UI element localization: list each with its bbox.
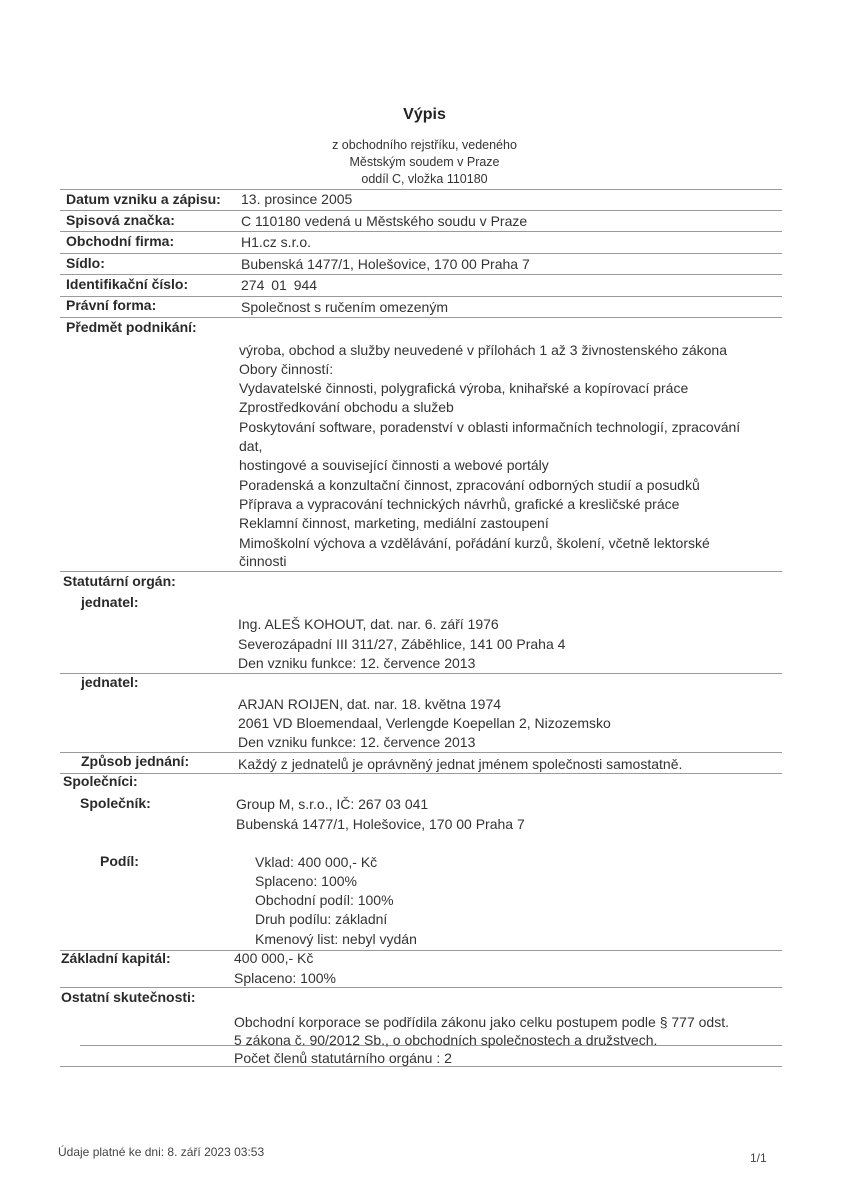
capital-label: Základní kapitál:	[61, 950, 171, 966]
other-facts-line: Počet členů statutárního orgánu : 2	[234, 1050, 452, 1066]
validity-date: Údaje platné ke dni: 8. září 2023 03:53	[58, 1145, 265, 1159]
share-line: Kmenový list: nebyl vydán	[255, 931, 417, 947]
page-title: Výpis	[403, 106, 446, 123]
business-scope-line: Zprostředkování obchodu a služeb	[239, 399, 454, 415]
director-2-line: Den vzniku funkce: 12. července 2013	[238, 734, 476, 750]
share-line: Obchodní podíl: 100%	[255, 892, 394, 908]
header-line-registry: z obchodního rejstříku, vedeného	[332, 138, 517, 152]
acting-manner-value: Každý z jednatelů je oprávněný jednat jménem společnosti samostatně.	[238, 756, 683, 772]
divider	[60, 296, 782, 297]
other-facts-line: Obchodní korporace se podřídila zákonu jako celku postupem podle § 777 odst.	[234, 1014, 729, 1030]
divider	[60, 773, 782, 774]
divider	[60, 274, 782, 275]
business-scope-line: výroba, obchod a služby neuvedené v přílohách 1 až 3 živnostenského zákona	[239, 342, 727, 358]
partner-label: Společník:	[80, 795, 151, 811]
business-scope-line: Obory činností:	[239, 361, 334, 377]
business-scope-line: dat,	[239, 438, 263, 454]
file-number-label: Spisová značka:	[66, 212, 175, 228]
header-line-court: Městským soudem v Praze	[349, 155, 500, 169]
acting-manner-label: Způsob jednání:	[81, 753, 190, 769]
founding-date-label: Datum vzniku a zápisu:	[66, 191, 221, 207]
partner-line: Group M, s.r.o., IČ: 267 03 041	[236, 796, 429, 812]
other-facts-label: Ostatní skutečnosti:	[61, 989, 196, 1005]
business-scope-line: Poskytování software, poradenství v oblasti informačních technologií, zpracování	[239, 419, 741, 435]
seat-value: Bubenská 1477/1, Holešovice, 170 00 Praha 7	[241, 256, 530, 272]
header-line-section: oddíl C, vložka 110180	[361, 172, 488, 186]
id-number-value: 274 01 944	[241, 277, 318, 293]
business-scope-line: Mimoškolní výchova a vzdělávání, pořádání kurzů, školení, včetně lektorské	[239, 535, 710, 551]
divider	[60, 317, 782, 318]
divider	[60, 987, 782, 988]
legal-form-label: Právní forma:	[66, 297, 157, 313]
company-name-label: Obchodní firma:	[66, 233, 175, 249]
capital-line: 400 000,- Kč	[234, 950, 314, 966]
company-name-value: H1.cz s.r.o.	[241, 234, 312, 250]
seat-label: Sídlo:	[66, 255, 105, 271]
divider	[60, 673, 782, 674]
page-number: 1/1	[750, 1151, 767, 1165]
partner-line: Bubenská 1477/1, Holešovice, 170 00 Praha 7	[236, 816, 525, 832]
business-scope-line: hostingové a související činnosti a webové portály	[239, 457, 549, 473]
director-1-line: Severozápadní III 311/27, Záběhlice, 141 00 Praha 4	[238, 636, 566, 652]
id-number-label: Identifikační číslo:	[66, 276, 189, 292]
founding-date-value: 13. prosince 2005	[241, 191, 353, 207]
divider	[60, 253, 782, 254]
director-2-line: ARJAN ROIJEN, dat. nar. 18. května 1974	[238, 696, 502, 712]
share-label: Podíl:	[100, 853, 139, 869]
divider	[60, 571, 782, 572]
business-scope-line: Poradenská a konzultační činnost, zpracování odborných studií a posudků	[239, 477, 700, 493]
divider	[60, 189, 782, 190]
divider	[60, 231, 782, 232]
partners-label: Společníci:	[63, 773, 138, 789]
share-line: Druh podílu: základní	[255, 911, 388, 927]
capital-line: Splaceno: 100%	[234, 970, 336, 986]
share-line: Splaceno: 100%	[255, 873, 357, 889]
divider	[60, 1066, 782, 1067]
divider	[60, 210, 782, 211]
director-2-line: 2061 VD Bloemendaal, Verlengde Koepellan 2, Nizozemsko	[238, 715, 611, 731]
director-1-line: Ing. ALEŠ KOHOUT, dat. nar. 6. září 1976	[238, 616, 499, 632]
business-scope-label: Předmět podnikání:	[66, 319, 197, 335]
business-scope-line: činnosti	[239, 553, 287, 569]
business-scope-line: Příprava a vypracování technických návrhů, grafické a kresličské práce	[239, 496, 680, 512]
share-line: Vklad: 400 000,- Kč	[255, 854, 378, 870]
business-scope-line: Reklamní činnost, marketing, mediální zastoupení	[239, 515, 549, 531]
legal-form-value: Společnost s ručením omezeným	[241, 299, 448, 315]
statutory-body-label: Statutární orgán:	[63, 573, 176, 589]
director-1-line: Den vzniku funkce: 12. července 2013	[238, 655, 476, 671]
other-facts-line: 5 zákona č. 90/2012 Sb., o obchodních společnostech a družstvech.	[234, 1032, 658, 1048]
director-2-label: jednatel:	[81, 674, 139, 690]
file-number-value: C 110180 vedená u Městského soudu v Praze	[241, 213, 528, 229]
business-scope-line: Vydavatelské činnosti, polygrafická výroba, knihařské a kopírovací práce	[239, 380, 689, 396]
director-1-label: jednatel:	[81, 594, 139, 610]
